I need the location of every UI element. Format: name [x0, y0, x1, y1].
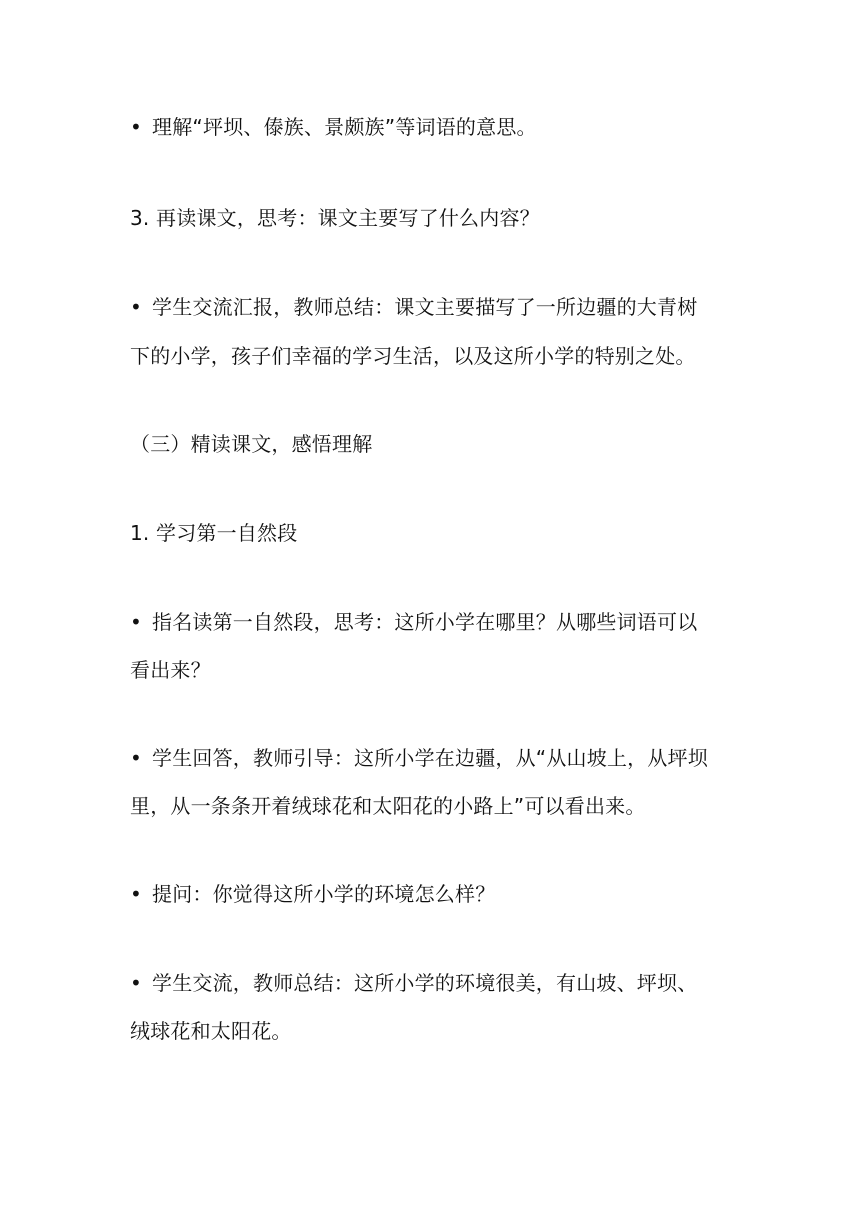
- line-text: 提问：你觉得这所小学的环境怎么样？: [152, 882, 496, 906]
- bullet-item-student-answer: [130, 738, 740, 778]
- line-text: 学生交流，教师总结：这所小学的环境很美，有山坡、坪坝、: [152, 971, 698, 995]
- bullet-item-vocabulary: [130, 107, 740, 147]
- line-text: 1. 学习第一自然段: [130, 521, 298, 545]
- bullet-marker: •: [130, 882, 142, 906]
- bullet-marker: •: [130, 971, 142, 995]
- bullet-item-summary: [130, 287, 740, 327]
- paragraph-continuation: [130, 1011, 740, 1051]
- line-text: 里，从一条条开着绒球花和太阳花的小路上”可以看出来。: [130, 794, 646, 818]
- line-text: 学生交流汇报，教师总结：课文主要描写了一所边疆的大青树: [152, 295, 698, 319]
- bullet-marker: •: [130, 295, 142, 319]
- line-text: 指名读第一自然段，思考：这所小学在哪里？从哪些词语可以: [152, 610, 698, 634]
- line-text: （三）精读课文，感悟理解: [130, 432, 373, 456]
- bullet-marker: •: [130, 746, 142, 770]
- bullet-item-read-question: [130, 602, 740, 642]
- section-heading: [130, 424, 740, 464]
- line-text: 理解“坪坝、傣族、景颇族”等词语的意思。: [152, 115, 537, 139]
- paragraph-continuation: [130, 650, 740, 690]
- bullet-marker: •: [130, 115, 142, 139]
- bullet-item-question: [130, 874, 740, 914]
- step-heading-paragraph-one: [130, 513, 740, 553]
- line-text: 学生回答，教师引导：这所小学在边疆，从“从山坡上，从坪坝: [152, 746, 708, 770]
- bullet-marker: •: [130, 610, 142, 634]
- paragraph-continuation: [130, 786, 740, 826]
- line-text: 下的小学，孩子们幸福的学习生活，以及这所小学的特别之处。: [130, 344, 696, 368]
- line-text: 3. 再读课文，思考：课文主要写了什么内容？: [130, 206, 540, 230]
- line-text: 看出来？: [130, 658, 211, 682]
- line-text: 绒球花和太阳花。: [130, 1019, 292, 1043]
- bullet-item-environment-summary: [130, 963, 740, 1003]
- step-heading-reread: [130, 198, 740, 238]
- paragraph-continuation: [130, 336, 740, 376]
